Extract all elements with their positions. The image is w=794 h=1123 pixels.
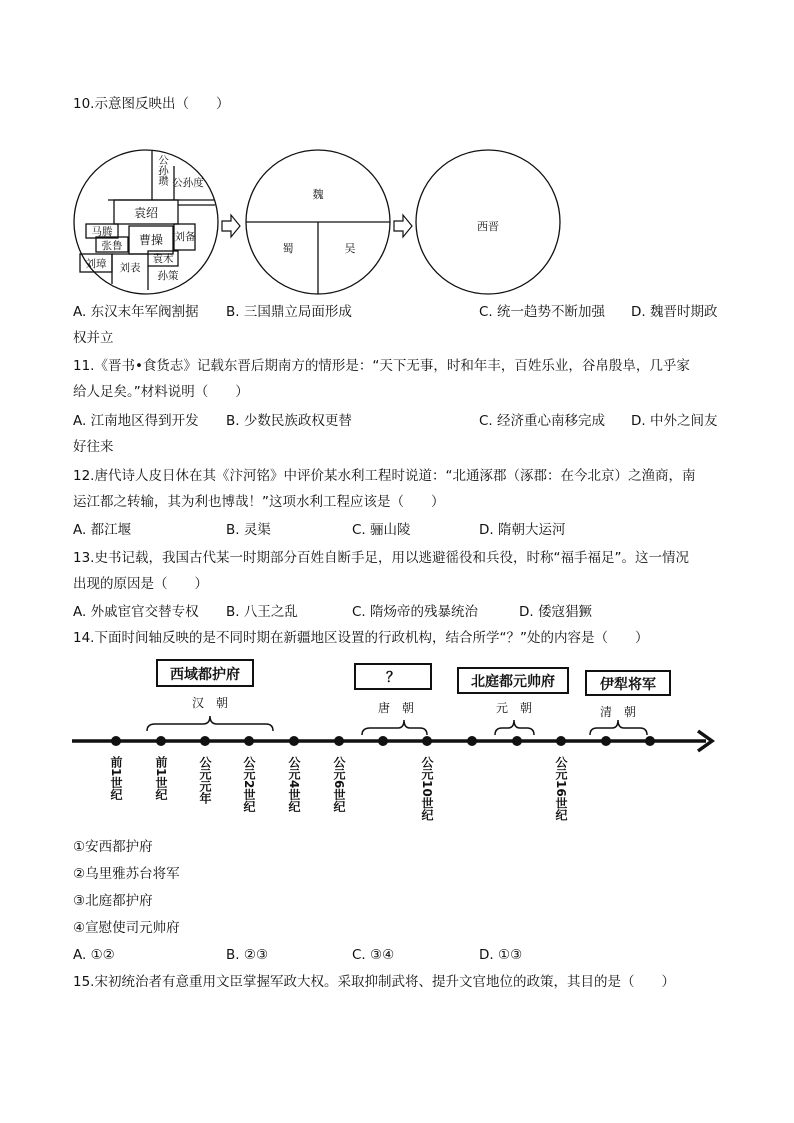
dynasty-han: 汉 朝	[191, 696, 229, 710]
tick-label-7: 公元10世纪	[420, 756, 434, 821]
q11-option-c[interactable]: C. 经济重心南移完成	[479, 413, 606, 429]
q13-stem-line1: 13.史书记载，我国古代某一时期部分百姓自断手足，用以逃避徭役和兵役，时称“福手福足”。这一情况	[73, 550, 689, 566]
label-cao-cao: 曹操	[138, 233, 164, 247]
q14-item-3: ③北庭都护府	[73, 893, 153, 909]
label-western-jin: 西晋	[477, 220, 499, 233]
label-wei: 魏	[312, 188, 324, 201]
q14-option-b[interactable]: B. ②③	[226, 947, 269, 963]
q10-option-d[interactable]: D. 魏晋时期政	[631, 304, 718, 320]
box-xiyu-duhufu: 西域都护府	[170, 667, 240, 683]
label-sun-ce: 孙策	[157, 270, 179, 282]
tick-label-3: 公元元年	[198, 756, 212, 804]
dynasty-qing: 清 朝	[599, 705, 637, 719]
q10-option-a[interactable]: A. 东汉末年军阀割据	[73, 304, 199, 320]
q13-stem-line2: 出现的原因是（ ）	[73, 576, 208, 592]
q14-timeline	[0, 655, 794, 830]
q14-item-2: ②乌里雅苏台将军	[73, 866, 180, 882]
q12-option-b[interactable]: B. 灵渠	[226, 522, 271, 538]
q14-option-c[interactable]: C. ③④	[352, 947, 395, 963]
q12-option-c[interactable]: C. 骊山陵	[352, 522, 411, 538]
q11-option-b[interactable]: B. 少数民族政权更替	[226, 413, 352, 429]
q11-option-a[interactable]: A. 江南地区得到开发	[73, 413, 199, 429]
tick-label-4: 公元2世纪	[242, 756, 256, 813]
label-gongsun-zan: 公孙瓒	[157, 154, 169, 186]
q13-option-a[interactable]: A. 外戚宦官交替专权	[73, 604, 199, 620]
q13-option-b[interactable]: B. 八王之乱	[226, 604, 298, 620]
box-yili-jiangjun: 伊犁将军	[600, 677, 656, 693]
label-liu-zhang: 刘璋	[85, 258, 107, 270]
tick-label-1: 前1世纪	[109, 756, 123, 801]
label-ma-teng: 马腾	[91, 226, 113, 238]
label-zhang-lu: 张鲁	[101, 240, 123, 252]
q10-option-d-continued: 权并立	[73, 330, 114, 346]
q10-option-c[interactable]: C. 统一趋势不断加强	[479, 304, 606, 320]
q12-option-d[interactable]: D. 隋朝大运河	[479, 522, 566, 538]
label-gongsun-du: 公孙度	[172, 177, 204, 189]
box-beiting-yuanshuaifu: 北庭都元帅府	[471, 674, 555, 690]
tick-label-8: 公元16世纪	[554, 756, 568, 821]
q14-stem: 14.下面时间轴反映的是不同时期在新疆地区设置的行政机构，结合所学“？”处的内容是（ ）	[73, 630, 649, 646]
q12-option-a[interactable]: A. 都江堰	[73, 522, 132, 538]
q10-diagram	[0, 148, 794, 318]
q14-item-1: ①安西都护府	[73, 839, 153, 855]
q12-stem-line1: 12.唐代诗人皮日休在其《汴河铭》中评价某水利工程时说道：“北通涿郡（涿郡：在今北京）之渔商，南	[73, 468, 696, 484]
label-wu: 吴	[344, 242, 356, 255]
q10-option-b[interactable]: B. 三国鼎立局面形成	[226, 304, 352, 320]
label-liu-bei: 刘备	[174, 231, 196, 243]
label-yuan-shu: 袁术	[152, 253, 174, 265]
label-liu-biao: 刘表	[119, 262, 141, 274]
q13-option-c[interactable]: C. 隋炀帝的残暴统治	[352, 604, 479, 620]
q11-stem-line1: 11.《晋书•食货志》记载东晋后期南方的情形是：“天下无事，时和年丰，百姓乐业，谷帛殷阜，几乎家	[73, 358, 690, 374]
q12-stem-line2: 运江都之转输，其为利也博哉！”这项水利工程应该是（ ）	[73, 494, 445, 510]
q13-option-d[interactable]: D. 倭寇猖獗	[519, 604, 592, 620]
label-yuan-shao: 袁绍	[133, 206, 159, 220]
q15-stem: 15.宋初统治者有意重用文臣掌握军政大权。采取抑制武将、提升文官地位的政策，其目的是（ ）	[73, 974, 675, 990]
q11-stem-line2: 给人足矣。”材料说明（ ）	[73, 384, 249, 400]
tick-label-6: 公元6世纪	[332, 756, 346, 813]
dynasty-yuan: 元 朝	[495, 701, 533, 715]
q14-item-4: ④宣慰使司元帅府	[73, 920, 180, 936]
label-shu: 蜀	[282, 242, 294, 255]
q10-stem: 10.示意图反映出（ ）	[73, 96, 230, 112]
q11-option-d-continued: 好往来	[73, 439, 114, 455]
tick-label-2: 前1世纪	[154, 756, 168, 801]
q11-option-d[interactable]: D. 中外之间友	[631, 413, 718, 429]
q14-option-a[interactable]: A. ①②	[73, 947, 115, 963]
tick-label-5: 公元4世纪	[287, 756, 301, 813]
box-question-mark: ？	[386, 670, 400, 686]
dynasty-tang: 唐 朝	[377, 701, 415, 715]
q14-option-d[interactable]: D. ①③	[479, 947, 523, 963]
